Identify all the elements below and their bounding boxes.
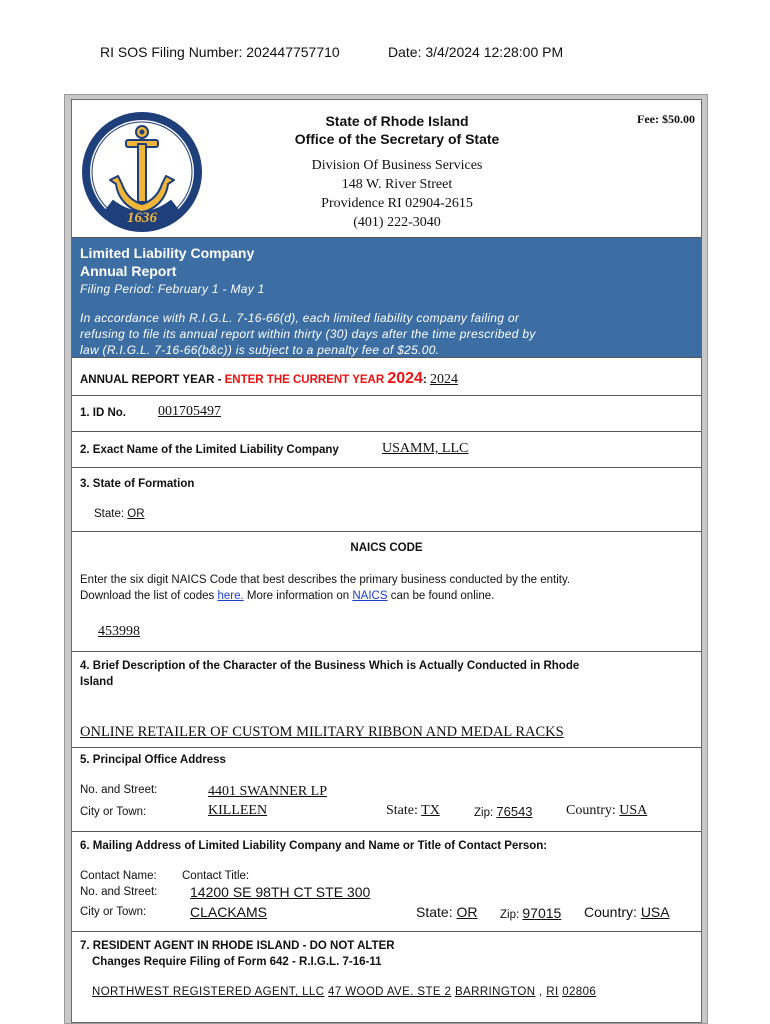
principal-label: 5. Principal Office Address bbox=[80, 754, 226, 766]
agent-name[interactable]: NORTHWEST REGISTERED AGENT, LLC bbox=[92, 986, 325, 998]
filing-number: RI SOS Filing Number: 202447757710 bbox=[100, 44, 340, 60]
naics-title: NAICS CODE bbox=[350, 542, 423, 554]
naics-info-link[interactable]: NAICS bbox=[352, 590, 388, 602]
company-name-label: 2. Exact Name of the Limited Liability Company bbox=[80, 444, 339, 456]
filing-period: Filing Period: February 1 - May 1 bbox=[80, 282, 265, 296]
form-body bbox=[71, 99, 702, 1023]
agent-state[interactable]: RI bbox=[546, 986, 559, 998]
principal-street[interactable]: 4401 SWANNER LP bbox=[208, 784, 328, 799]
mailing-street[interactable]: 14200 SE 98TH CT STE 300 bbox=[190, 884, 371, 900]
description-row bbox=[72, 652, 701, 748]
office-title: Office of the Secretary of State bbox=[294, 131, 500, 147]
company-name-row bbox=[72, 432, 701, 468]
id-label: 1. ID No. bbox=[80, 407, 127, 419]
description-label-2: Island bbox=[80, 676, 114, 688]
state-title: State of Rhode Island bbox=[325, 113, 469, 129]
agent-address: NORTHWEST REGISTERED AGENT, LLC 47 WOOD AVE. STE 2 BARRINGTON , RI 02806 bbox=[92, 986, 597, 998]
rhode-island-seal-icon bbox=[80, 110, 204, 234]
principal-office-row: 5. Principal Office Address No. and Street: 4401 SWANNER LP City or Town: KILLEEN State: TX Zip: 76543 Country: USA bbox=[72, 748, 701, 832]
naics-value[interactable]: 453998 bbox=[98, 624, 140, 639]
agent-label-2: Changes Require Filing of Form 642 - R.I.G.L. 7-16-11 bbox=[92, 956, 382, 968]
banner-title-2: Annual Report bbox=[80, 263, 177, 279]
banner-title-1: Limited Liability Company bbox=[80, 245, 255, 261]
filing-date: Date: 3/4/2024 12:28:00 PM bbox=[388, 44, 564, 60]
mailing-address-row: 6. Mailing Address of Limited Liability Company and Name or Title of Contact Person: Contact Name: Contact Title: No. and Street: 14200 SE 98TH CT STE 300 City or Town: CLACKAMS State: OR Zip: 97015 Country: USA bbox=[72, 832, 701, 932]
office-header bbox=[72, 100, 701, 238]
mailing-zip[interactable]: 97015 bbox=[522, 905, 562, 921]
report-year-row: ANNUAL REPORT YEAR - ENTER THE CURRENT YEAR 2024: 2024 bbox=[72, 358, 701, 396]
principal-zip[interactable]: 76543 bbox=[496, 804, 533, 819]
principal-state[interactable]: TX bbox=[421, 803, 440, 818]
office-block bbox=[272, 112, 522, 232]
filing-header bbox=[100, 44, 564, 60]
agent-city[interactable]: BARRINGTON bbox=[454, 986, 536, 998]
naics-row: NAICS CODE Enter the six digit NAICS Code that best describes the primary business conducted by the entity. Download the list of codes here. More information on NAICS can be found online. 453998 bbox=[72, 532, 701, 652]
naics-codes-link[interactable]: here. bbox=[217, 590, 244, 602]
office-address: Division Of Business Services 148 W. River Street Providence RI 02904-2615 (401) 222-3040 bbox=[311, 158, 483, 230]
id-row bbox=[72, 396, 701, 432]
agent-label-1: 7. RESIDENT AGENT IN RHODE ISLAND - DO NOT ALTER bbox=[80, 940, 395, 952]
form-frame bbox=[64, 94, 708, 1024]
formation-row: 3. State of Formation State: OR bbox=[72, 468, 701, 532]
formation-label: 3. State of Formation bbox=[80, 478, 195, 490]
description-value[interactable]: ONLINE RETAILER OF CUSTOM MILITARY RIBBON AND MEDAL RACKS bbox=[80, 724, 564, 740]
report-year-value[interactable]: 2024 bbox=[429, 372, 458, 387]
company-name-value[interactable]: USAMM, LLC bbox=[382, 441, 469, 456]
fee-label: Fee: $50.00 bbox=[637, 112, 695, 126]
seal-year: 1636 bbox=[127, 210, 157, 226]
penalty-note: In accordance with R.I.G.L. 7-16-66(d), each limited liability company failing or refusing to file its annual report within thirty (30) days after the time prescribed by law (R.I.G.L. 7-16-66(b&c)) is subject to a penalty fee of $25.00. bbox=[80, 311, 536, 357]
principal-city[interactable]: KILLEEN bbox=[208, 803, 268, 818]
mailing-state[interactable]: OR bbox=[456, 904, 478, 920]
description-label-1: 4. Brief Description of the Character of the Business Which is Actually Conducted in Rhode bbox=[80, 660, 580, 672]
resident-agent-row bbox=[72, 932, 701, 1012]
agent-zip[interactable]: 02806 bbox=[562, 986, 597, 998]
principal-country[interactable]: USA bbox=[619, 803, 648, 818]
agent-street[interactable]: 47 WOOD AVE. STE 2 bbox=[328, 986, 452, 998]
id-value[interactable]: 001705497 bbox=[158, 404, 221, 419]
mailing-label: 6. Mailing Address of Limited Liability Company and Name or Title of Contact Person: bbox=[80, 840, 548, 852]
naics-text-1: Enter the six digit NAICS Code that best describes the primary business conducted by the entity. bbox=[80, 574, 571, 586]
report-banner bbox=[72, 238, 701, 358]
formation-state-value[interactable]: OR bbox=[127, 508, 145, 520]
mailing-city[interactable]: CLACKAMS bbox=[190, 904, 268, 920]
mailing-country[interactable]: USA bbox=[640, 904, 670, 920]
